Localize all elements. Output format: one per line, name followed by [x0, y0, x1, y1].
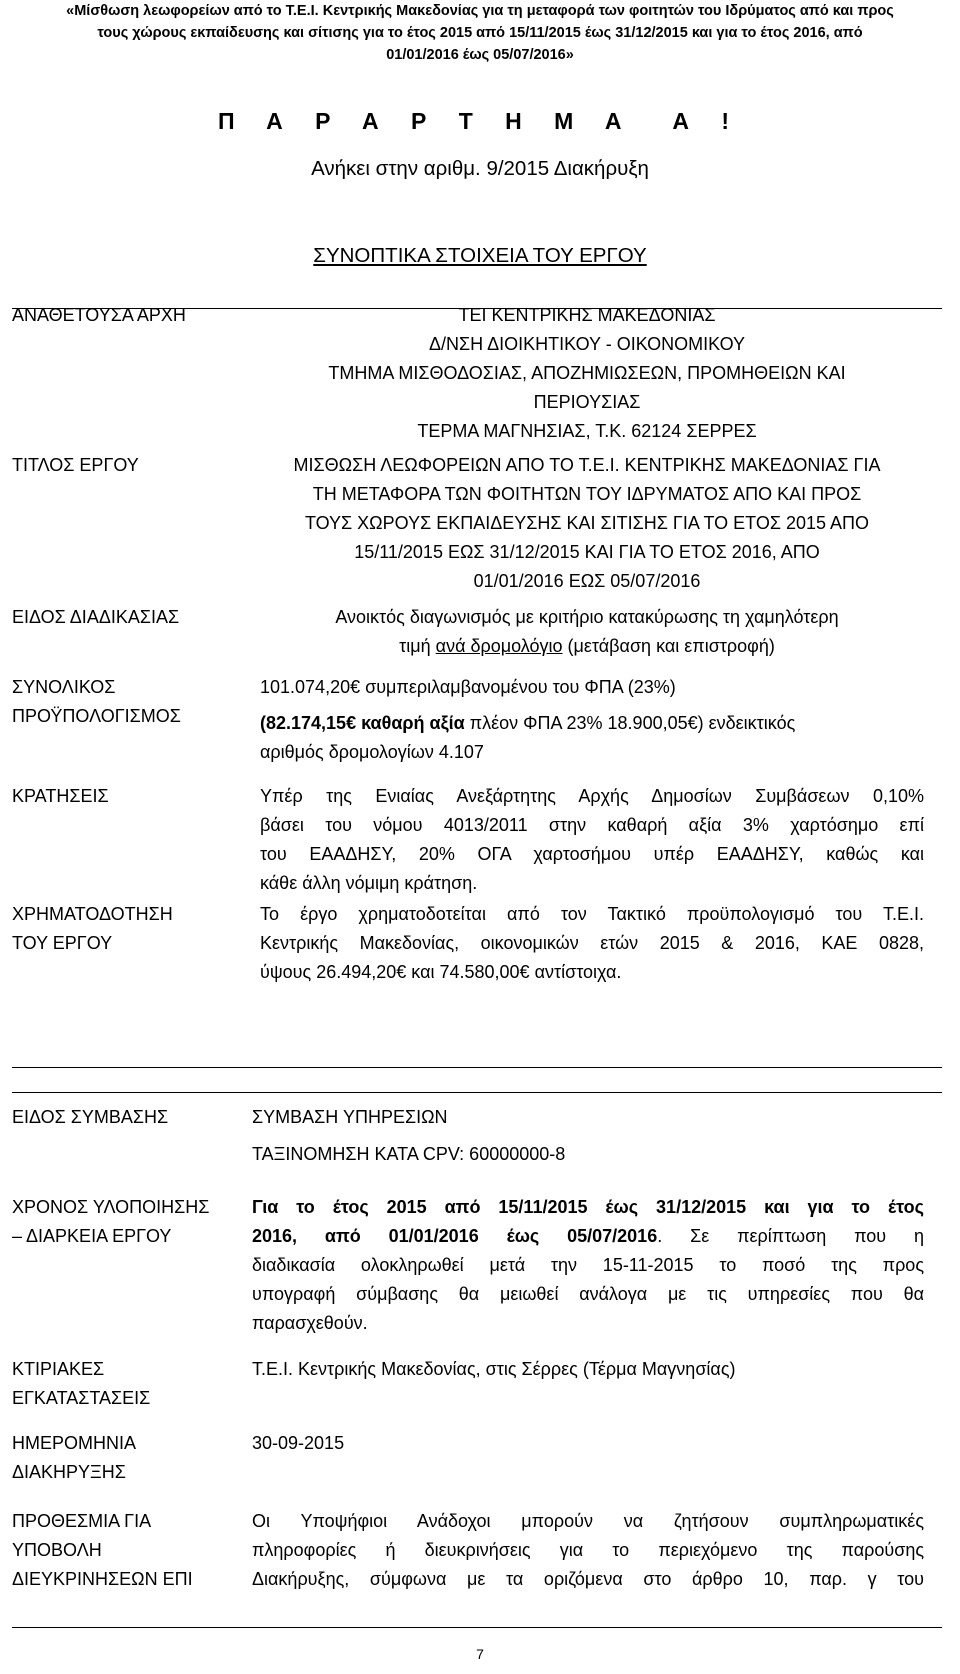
- value-line: Για το έτος 2015 από 15/11/2015 έως 31/12/2015 και για το έτος: [252, 1197, 924, 1217]
- value-line: Οι Υποψήφιοι Ανάδοχοι μπορούν να ζητήσουν συμπληρωματικές: [252, 1511, 924, 1531]
- label-line: ΣΥΝΟΛΙΚΟΣ: [12, 677, 116, 697]
- value-line: βάσει του νόμου 4013/2011 στην καθαρή αξία 3% χαρτόσημο επί: [260, 815, 924, 835]
- label-line: ΧΡΗΜΑΤΟΔΟΤΗΣΗ: [12, 904, 173, 924]
- header-line: τους χώρους εκπαίδευσης και σίτισης για το έτος 2015 από 15/11/2015 έως 31/12/2015 και για το έτος 2016, από: [97, 25, 863, 41]
- annex-title: Π Α Ρ Α Ρ Τ Η Μ Α Α !: [217, 108, 743, 134]
- value-text: τιμή: [399, 636, 436, 656]
- value-line: αριθμός δρομολογίων 4.107: [260, 742, 484, 762]
- value-line: [260, 709, 930, 738]
- summary-table-1: [12, 305, 942, 1068]
- value-line: Διακήρυξης, σύμφωνα με τα οριζόμενα στο άρθρο 10, παρ. γ του: [252, 1569, 924, 1589]
- value-text: πλέον ΦΠΑ 23% 18.900,05€) ενδεικτικός: [464, 713, 796, 733]
- row-label: [12, 900, 227, 958]
- row-label: ΕΙΔΟΣ ΔΙΑΔΙΚΑΣΙΑΣ: [12, 607, 180, 627]
- bold-text: (82.174,15€ καθαρή αξία: [260, 713, 465, 733]
- page-number: 7: [476, 1646, 484, 1662]
- row-label: ΚΡΑΤΗΣΕΙΣ: [12, 786, 109, 806]
- value-line: ΣΥΜΒΑΣΗ ΥΠΗΡΕΣΙΩΝ: [252, 1107, 448, 1127]
- label-line: ΔΙΕΥΚΡΙΝΗΣΕΩΝ ΕΠΙ: [12, 1569, 193, 1589]
- label-line: ΕΓΚΑΤΑΣΤΑΣΕΙΣ: [12, 1388, 151, 1408]
- value-line: ύψους 26.494,20€ και 74.580,00€ αντίστοιχα.: [260, 962, 622, 982]
- header-line: 01/01/2016 έως 05/07/2016»: [386, 47, 574, 63]
- value-line: ΤΑΞΙΝΟΜΗΣΗ ΚΑΤΑ CPV: 60000000-8: [252, 1144, 566, 1164]
- value-line: 101.074,20€ συμπεριλαμβανομένου του ΦΠΑ (23%): [260, 677, 676, 697]
- row-label: [12, 1507, 227, 1594]
- label-line: ΧΡΟΝΟΣ ΥΛΟΠΟΙΗΣΗΣ: [12, 1197, 210, 1217]
- value-line: Το έργο χρηματοδοτείται από τον Τακτικό προϋπολογισμό του Τ.Ε.Ι.: [260, 904, 924, 924]
- value-line: ΜΙΣΘΩΣΗ ΛΕΩΦΟΡΕΙΩΝ ΑΠΟ ΤΟ Τ.Ε.Ι. ΚΕΝΤΡΙΚΗΣ ΜΑΚΕΔΟΝΙΑΣ ΓΙΑ: [293, 455, 881, 475]
- row-value: [252, 451, 922, 596]
- document-header: [10, 0, 950, 66]
- row-label: [12, 1355, 227, 1413]
- value-line: [252, 632, 922, 661]
- value-line: ΤΗ ΜΕΤΑΦΟΡΑ ΤΩΝ ΦΟΙΤΗΤΩΝ ΤΟΥ ΙΔΡΥΜΑΤΟΣ ΑΠΟ ΚΑΙ ΠΡΟΣ: [312, 484, 862, 504]
- label-line: ΚΤΙΡΙΑΚΕΣ: [12, 1359, 105, 1379]
- label-line: – ΔΙΑΡΚΕΙΑ ΕΡΓΟΥ: [12, 1226, 172, 1246]
- value-text: (μετάβαση και επιστροφή): [562, 636, 775, 656]
- row-label: ΤΙΤΛΟΣ ΕΡΓΟΥ: [12, 455, 139, 475]
- label-line: ΠΡΟΫΠΟΛΟΓΙΣΜΟΣ: [12, 706, 181, 726]
- value-line: ΠΕΡΙΟΥΣΙΑΣ: [533, 392, 641, 412]
- label-line: ΔΙΑΚΗΡΥΞΗΣ: [12, 1462, 126, 1482]
- row-value: [252, 1103, 922, 1169]
- value-line: 15/11/2015 ΕΩΣ 31/12/2015 ΚΑΙ ΓΙΑ ΤΟ ΕΤΟΣ 2016, ΑΠΟ: [354, 542, 820, 562]
- value-line: Υπέρ της Ενιαίας Ανεξάρτητης Αρχής Δημοσίων Συμβάσεων 0,10%: [260, 786, 924, 806]
- value-line: παρασχεθούν.: [252, 1313, 368, 1333]
- annex-subtitle: Ανήκει στην αριθμ. 9/2015 Διακήρυξη: [311, 157, 649, 180]
- value-line: του ΕΑΑΔΗΣΥ, 20% ΟΓΑ χαρτοσήμου υπέρ ΕΑΑΔΗΣΥ, καθώς και: [260, 844, 924, 864]
- row-value: Τ.Ε.Ι. Κεντρικής Μακεδονίας, στις Σέρρες (Τέρμα Μαγνησίας): [252, 1359, 736, 1379]
- row-label: [12, 1429, 227, 1487]
- row-value: [252, 1193, 924, 1338]
- row-value: 30-09-2015: [252, 1433, 345, 1453]
- summary-table-2: [12, 1092, 942, 1628]
- value-line: ΤΟΥΣ ΧΩΡΟΥΣ ΕΚΠΑΙΔΕΥΣΗΣ ΚΑΙ ΣΙΤΙΣΗΣ ΓΙΑ ΤΟ ΕΤΟΣ 2015 ΑΠΟ: [304, 513, 870, 533]
- section-title: ΣΥΝΟΠΤΙΚΑ ΣΤΟΙΧΕΙΑ ΤΟΥ ΕΡΓΟΥ: [313, 244, 647, 267]
- row-label: ΕΙΔΟΣ ΣΥΜΒΑΣΗΣ: [12, 1107, 169, 1127]
- value-line: διαδικασία ολοκληρωθεί μετά την 15-11-2015 το ποσό της προς: [252, 1255, 924, 1275]
- label-line: ΤΟΥ ΕΡΓΟΥ: [12, 933, 113, 953]
- value-line: Κεντρικής Μακεδονίας, οικονομικών ετών 2015 & 2016, ΚΑΕ 0828,: [260, 933, 924, 953]
- value-line: υπογραφή σύμβασης θα μειωθεί ανάλογα με τις υπηρεσίες που θα: [252, 1284, 924, 1304]
- row-value: [252, 301, 922, 446]
- value-line: ΤΕΙ ΚΕΝΤΡΙΚΗΣ ΜΑΚΕΔΟΝΙΑΣ: [458, 305, 716, 325]
- row-value: [260, 900, 924, 987]
- value-text: . Σε περίπτωση που η: [657, 1226, 924, 1246]
- value-line: Ανοικτός διαγωνισμός με κριτήριο κατακύρωσης τη χαμηλότερη: [335, 607, 839, 627]
- row-value: [260, 782, 924, 898]
- row-label: ΑΝΑΘΕΤΟΥΣΑ ΑΡΧΗ: [12, 305, 186, 325]
- value-line: Δ/ΝΣΗ ΔΙΟΙΚΗΤΙΚΟΥ - ΟΙΚΟΝΟΜΙΚΟΥ: [428, 334, 746, 354]
- row-label: [12, 673, 227, 731]
- underlined-text: ανά δρομολόγιο: [435, 636, 563, 656]
- value-line: 01/01/2016 ΕΩΣ 05/07/2016: [473, 571, 701, 591]
- row-value: [260, 673, 930, 767]
- value-line: πληροφορίες ή διευκρινήσεις για το περιεχόμενο της παρούσης: [252, 1540, 924, 1560]
- label-line: ΗΜΕΡΟΜΗΝΙΑ: [12, 1433, 137, 1453]
- value-line: κάθε άλλη νόμιμη κράτηση.: [260, 873, 478, 893]
- value-line: [252, 1222, 924, 1251]
- bold-text: 2016, από 01/01/2016 έως 05/07/2016: [252, 1226, 658, 1246]
- value-line: ΤΕΡΜΑ ΜΑΓΝΗΣΙΑΣ, Τ.Κ. 62124 ΣΕΡΡΕΣ: [417, 421, 757, 441]
- value-line: ΤΜΗΜΑ ΜΙΣΘΟΔΟΣΙΑΣ, ΑΠΟΖΗΜΙΩΣΕΩΝ, ΠΡΟΜΗΘΕΙΩΝ ΚΑΙ: [328, 363, 846, 383]
- label-line: ΥΠΟΒΟΛΗ: [12, 1540, 102, 1560]
- row-value: [252, 603, 922, 661]
- label-line: ΠΡΟΘΕΣΜΙΑ ΓΙΑ: [12, 1511, 152, 1531]
- row-label: [12, 1193, 227, 1251]
- header-line: «Μίσθωση λεωφορείων από το Τ.Ε.Ι. Κεντρικής Μακεδονίας για τη μεταφορά των φοιτητών του Ιδρύματος από και προς: [66, 3, 894, 19]
- row-value: [252, 1507, 924, 1594]
